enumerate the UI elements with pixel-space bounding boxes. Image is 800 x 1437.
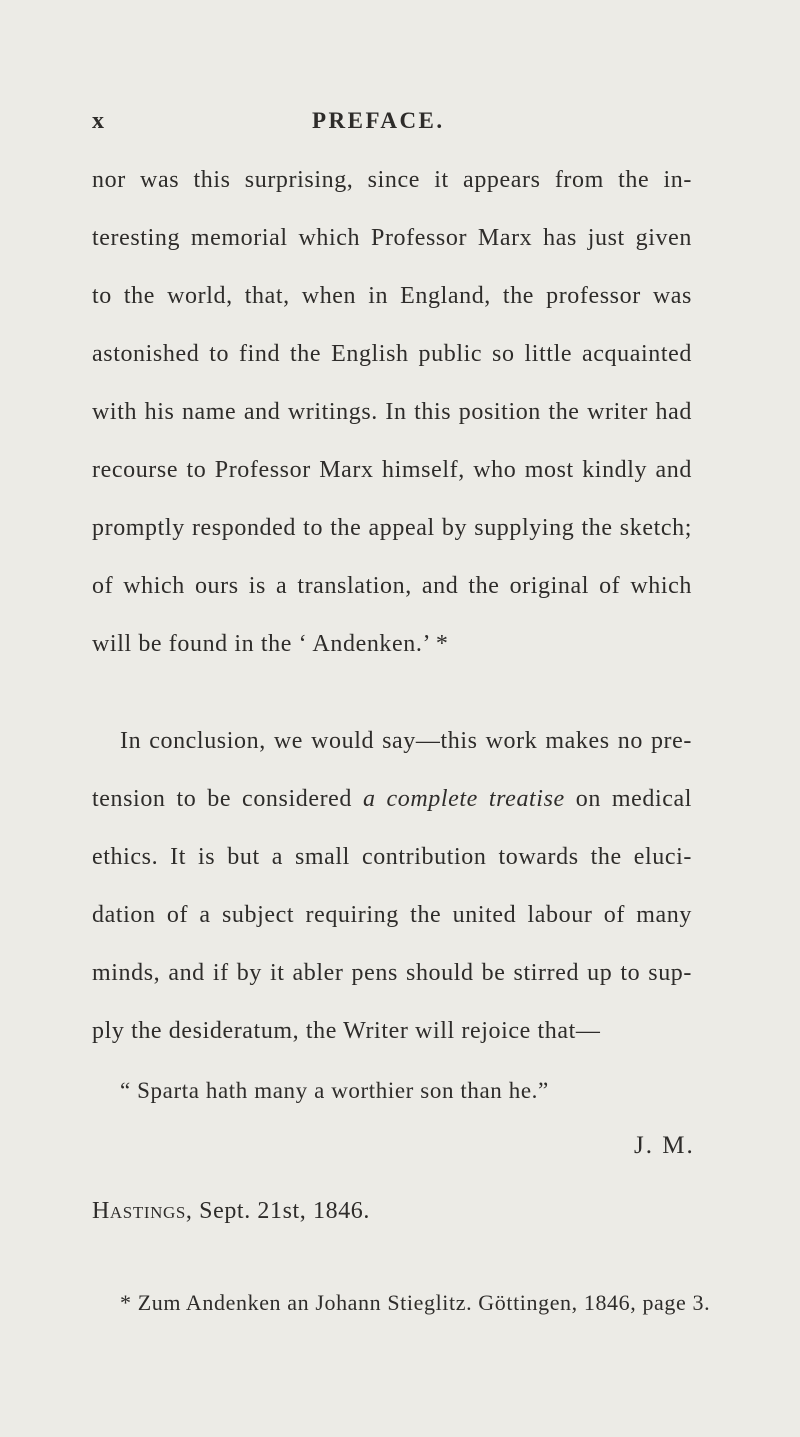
text-line: ply the desideratum, the Writer will rejoice that— — [92, 1018, 601, 1044]
text-span: tension to be considered — [92, 786, 363, 812]
running-head: PREFACE. — [312, 108, 445, 133]
text-line: with his name and writings. In this position the writer had — [92, 399, 692, 425]
date: , Sept. 21st, 1846. — [185, 1198, 370, 1224]
text-line: recourse to Professor Marx himself, who most kindly and — [92, 457, 692, 483]
text-line: promptly responded to the appeal by supplying the sketch; — [92, 515, 692, 541]
text-line: minds, and if by it abler pens should be stirred up to sup- — [92, 960, 692, 986]
epigraph-quote: “ Sparta hath many a worthier son than he.” — [120, 1078, 549, 1103]
italic-phrase: a complete treatise — [362, 786, 565, 812]
text-line: teresting memorial which Professor Marx has just given — [92, 225, 692, 251]
text-line — [92, 786, 692, 813]
footnote: * Zum Andenken an Johann Stieglitz. Göttingen, 1846, page 3. — [120, 1290, 711, 1315]
place: Hastings — [92, 1198, 186, 1224]
text-line: astonished to find the English public so little acquainted — [92, 341, 692, 367]
text-line: to the world, that, when in England, the professor was — [92, 283, 692, 309]
text-line: nor was this surprising, since it appears from the in- — [92, 167, 692, 193]
text-line: dation of a subject requiring the united labour of many — [92, 902, 692, 928]
page-number: x — [92, 108, 105, 134]
text-line: will be found in the ‘ Andenken.’ * — [92, 631, 449, 657]
signature: J. M. — [634, 1132, 695, 1159]
text-line: of which ours is a translation, and the original of which — [92, 573, 692, 599]
place-date — [92, 1198, 370, 1225]
text-line: In conclusion, we would say—this work makes no pre- — [120, 728, 692, 754]
text-span: on medical — [564, 786, 693, 812]
text-line: ethics. It is but a small contribution towards the eluci- — [92, 844, 692, 870]
